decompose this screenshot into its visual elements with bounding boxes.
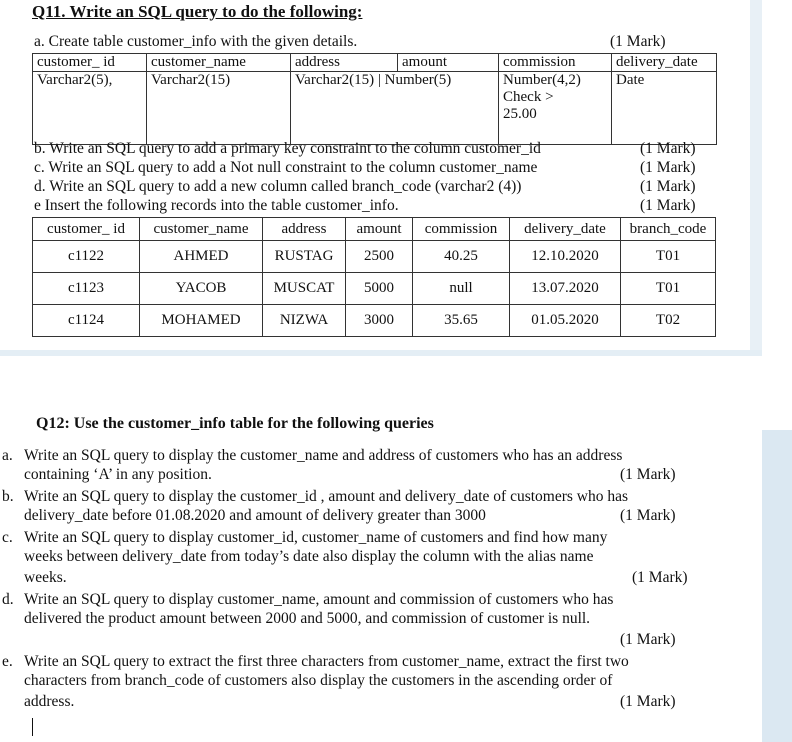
records-header: amount: [346, 218, 413, 241]
item-line: weeks between delivery_date from today’s date also display the column with the alias name: [24, 548, 594, 565]
item-line: Write an SQL query to display customer_name, amount and commission of customers who has: [24, 591, 614, 608]
item-line: Write an SQL query to display the customer_name and address of customers who has an address: [24, 447, 623, 464]
q11-a-mark: (1 Mark): [610, 33, 666, 50]
schema-header: amount: [398, 54, 499, 72]
schema-type-merged: Varchar2(15) | Number(5): [291, 72, 499, 145]
schema-type: Number(5): [384, 72, 452, 88]
divider-strip: [0, 350, 762, 356]
table-cell: null: [413, 273, 510, 305]
records-header: customer_ id: [33, 218, 140, 241]
item-label: b.: [2, 488, 14, 505]
check-value: 25.00: [503, 106, 537, 122]
item-line: weeks.: [24, 569, 67, 586]
table-cell: 12.10.2020: [510, 241, 621, 273]
item-label: d.: [2, 591, 14, 608]
q11-b-text: b. Write an SQL query to add a primary key constraint to the column customer_id: [34, 140, 541, 157]
table-cell: 13.07.2020: [510, 273, 621, 305]
q12-title: Q12: Use the customer_info table for the following queries: [36, 415, 434, 432]
item-line: Write an SQL query to display customer_id, customer_name of customers and find how many: [24, 529, 608, 546]
item-mark: (1 Mark): [620, 466, 676, 483]
table-cell: c1122: [33, 241, 140, 273]
schema-header: delivery_date: [612, 54, 717, 72]
table-cell: 35.65: [413, 305, 510, 337]
q11-title: Q11. Write an SQL query to do the following:: [32, 2, 363, 21]
q11-e-mark: (1 Mark): [640, 197, 696, 214]
schema-header: customer_name: [147, 54, 291, 72]
schema-type: Varchar2(15): [295, 72, 375, 88]
table-cell: AHMED: [140, 241, 263, 273]
q11-d-text: d. Write an SQL query to add a new column called branch_code (varchar2 (4)): [34, 178, 522, 195]
side-shade: [750, 0, 762, 352]
schema-type: Date: [612, 72, 717, 145]
table-cell: MUSCAT: [263, 273, 346, 305]
table-cell: c1124: [33, 305, 140, 337]
records-header: delivery_date: [510, 218, 621, 241]
item-mark: (1 Mark): [632, 569, 688, 586]
table-cell: 40.25: [413, 241, 510, 273]
schema-type-cell: [499, 72, 612, 145]
item-line: Write an SQL query to display the customer_id , amount and delivery_date of customers who has: [24, 488, 629, 505]
item-label: c.: [2, 529, 13, 546]
item-line: address.: [24, 693, 75, 710]
table-cell: T02: [621, 305, 716, 337]
schema-header: commission: [499, 54, 612, 72]
schema-type: Varchar2(15): [147, 72, 291, 145]
item-label: a.: [2, 447, 13, 464]
q11-b-mark: (1 Mark): [640, 140, 696, 157]
records-header: commission: [413, 218, 510, 241]
table-cell: 01.05.2020: [510, 305, 621, 337]
item-mark: (1 Mark): [620, 631, 676, 648]
item-label: e.: [2, 653, 13, 670]
table-cell: T01: [621, 241, 716, 273]
table-cell: 3000: [346, 305, 413, 337]
table-cell: 5000: [346, 273, 413, 305]
item-line: Write an SQL query to extract the first three characters from customer_name, extract the first two: [24, 653, 629, 670]
table-row: [33, 305, 716, 337]
schema-header: customer_ id: [33, 54, 147, 72]
records-table: [32, 217, 716, 337]
item-line: containing ‘A’ in any position.: [24, 466, 212, 483]
check-text: Check >: [503, 89, 554, 105]
scrollbar-track[interactable]: [762, 430, 792, 742]
records-header: customer_name: [140, 218, 263, 241]
item-line: delivered the product amount between 2000 and 5000, and commission of customer is null.: [24, 610, 591, 627]
table-cell: T01: [621, 273, 716, 305]
q11-c-text: c. Write an SQL query to add a Not null constraint to the column customer_name: [34, 159, 538, 176]
q11-e-text: e Insert the following records into the table customer_info.: [34, 197, 399, 214]
schema-table: [32, 53, 717, 145]
item-line: delivery_date before 01.08.2020 and amount of delivery greater than 3000: [24, 507, 486, 524]
schema-type: Number(4,2): [503, 72, 581, 88]
text-cursor: [32, 718, 33, 736]
q11-a-text: a. Create table customer_info with the given details.: [34, 33, 358, 50]
records-header: branch_code: [621, 218, 716, 241]
table-cell: YACOB: [140, 273, 263, 305]
table-cell: MOHAMED: [140, 305, 263, 337]
schema-header: address: [291, 54, 398, 72]
item-line: characters from branch_code of customers also display the customers in the ascending order of: [24, 672, 613, 689]
table-cell: RUSTAG: [263, 241, 346, 273]
table-row: [33, 273, 716, 305]
item-mark: (1 Mark): [620, 693, 676, 710]
item-mark: (1 Mark): [620, 507, 676, 524]
table-cell: 2500: [346, 241, 413, 273]
table-row: [33, 241, 716, 273]
table-cell: c1123: [33, 273, 140, 305]
table-cell: NIZWA: [263, 305, 346, 337]
q11-d-mark: (1 Mark): [640, 178, 696, 195]
records-header: address: [263, 218, 346, 241]
schema-type: Varchar2(5),: [33, 72, 147, 145]
q11-c-mark: (1 Mark): [640, 159, 696, 176]
